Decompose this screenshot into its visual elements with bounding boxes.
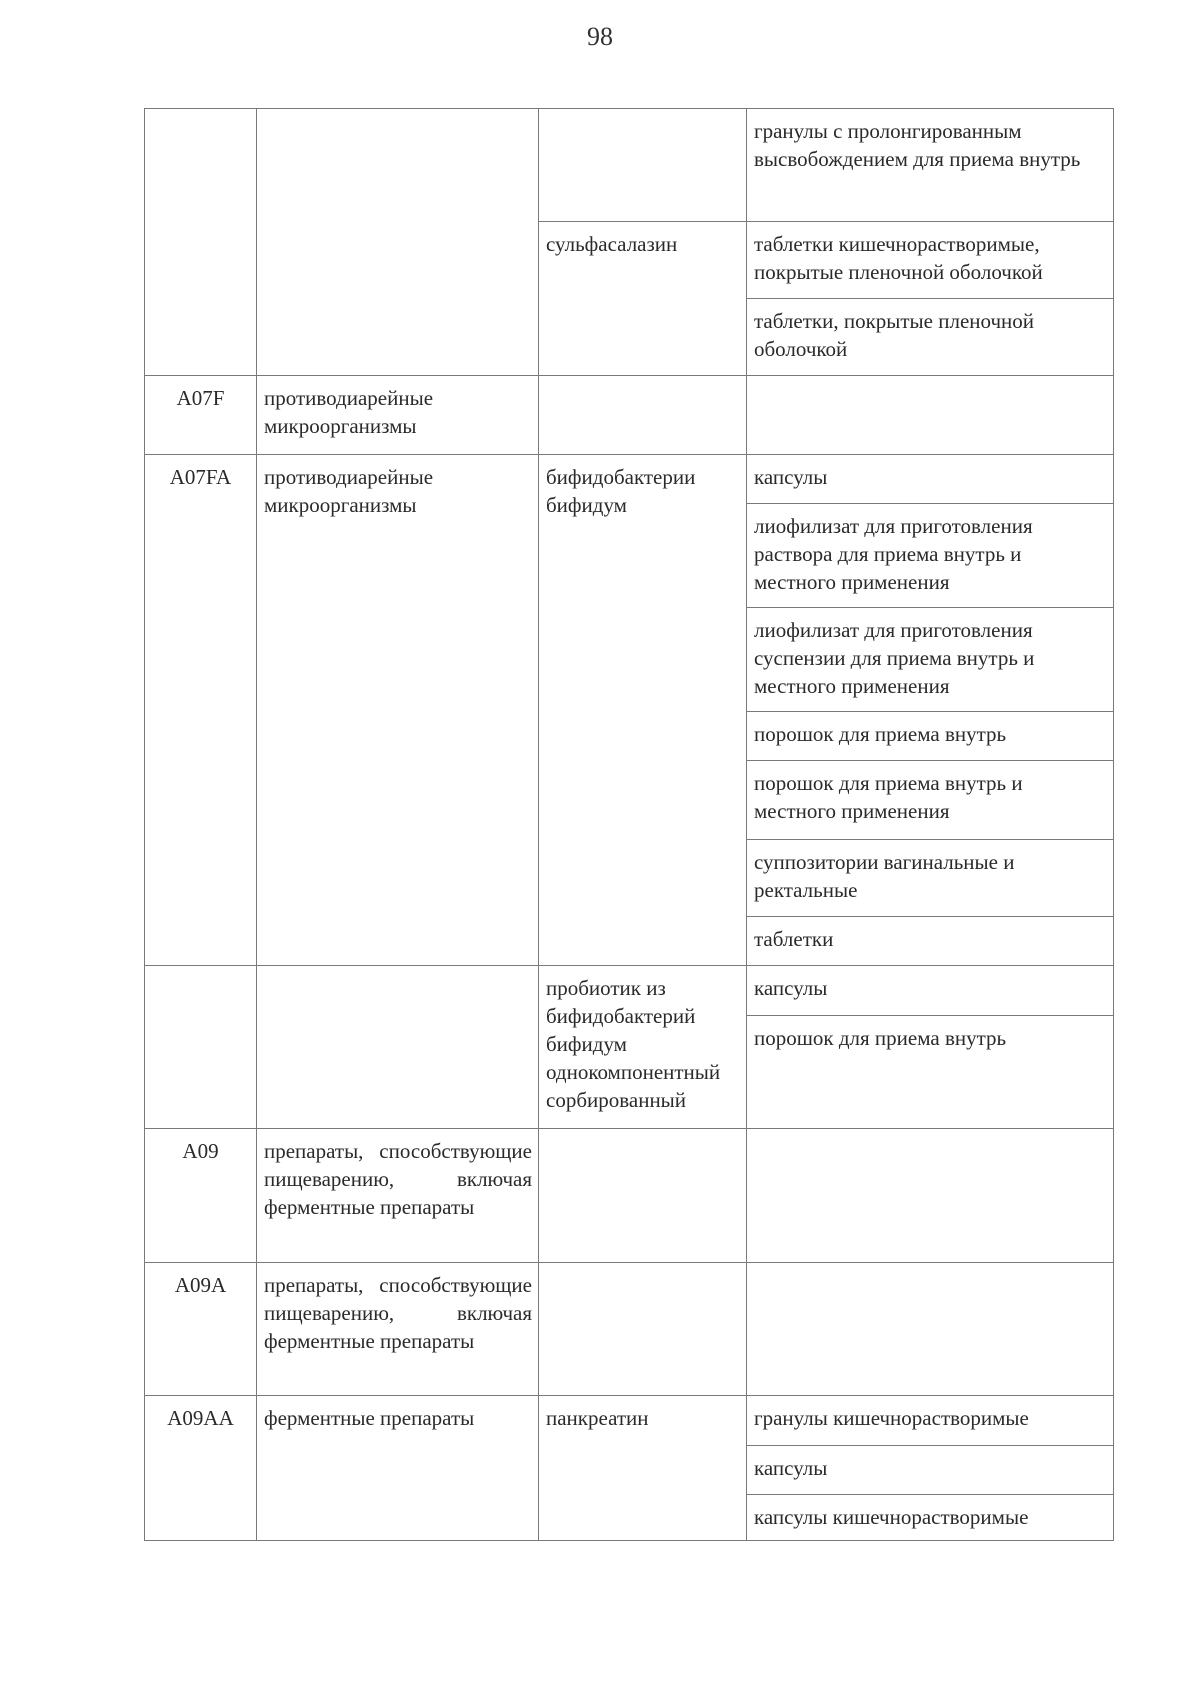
dosage-form-cell: таблетки кишечнорастворимые, покрытые пленочной оболочкой [747,222,1114,299]
dosage-form-cell: капсулы [747,966,1114,1016]
dosage-form-cell: порошок для приема внутрь [747,712,1114,761]
group-name-cell: препараты, способствующие пищеварению, включая ферментные препараты [257,1263,539,1396]
substance-cell: сульфасалазин [539,222,747,376]
atc-code-cell: A07FA [145,455,257,966]
dosage-form-cell: лиофилизат для приготовления раствора для приема внутрь и местного применения [747,504,1114,608]
substance-cell [539,1129,747,1263]
table-row [145,1129,1114,1263]
dosage-form-cell: таблетки [747,917,1114,966]
table-row [145,455,1114,504]
dosage-form-cell: лиофилизат для приготовления суспензии для приема внутрь и местного применения [747,608,1114,712]
dosage-form-cell: порошок для приема внутрь [747,1016,1114,1129]
substance-cell: бифидобактерии бифидум [539,455,747,966]
dosage-form-cell: гранулы с пролонгированным высвобождением для приема внутрь [747,109,1114,222]
page-number: 98 [587,22,613,51]
group-name-cell: препараты, способствующие пищеварению, включая ферментные препараты [257,1129,539,1263]
group-name-cell: противодиарейные микроорганизмы [257,376,539,455]
dosage-form-cell: капсулы [747,1446,1114,1495]
atc-code-cell [145,966,257,1129]
dosage-form-cell [747,376,1114,455]
substance-cell: пробиотик из бифидобактерий бифидум однокомпонентный сорбированный [539,966,747,1129]
dosage-form-cell: капсулы [747,455,1114,504]
atc-code-cell: A09A [145,1263,257,1396]
dosage-form-cell: порошок для приема внутрь и местного применения [747,761,1114,840]
table-row [145,109,1114,222]
dosage-form-cell: гранулы кишечнорастворимые [747,1396,1114,1446]
atc-code-cell: A09 [145,1129,257,1263]
group-name-cell: противодиарейные микроорганизмы [257,455,539,966]
dosage-form-cell: капсулы кишечнорастворимые [747,1495,1114,1541]
group-name-cell [257,966,539,1129]
dosage-form-cell: суппозитории вагинальные и ректальные [747,840,1114,917]
table-row [145,966,1114,1016]
dosage-form-cell [747,1129,1114,1263]
table-row [145,376,1114,455]
substance-cell [539,109,747,222]
drug-list-table-wrapper [144,108,1114,1541]
drug-list-table [144,108,1114,1541]
atc-code-cell: A07F [145,376,257,455]
substance-cell: панкреатин [539,1396,747,1541]
atc-code-cell [145,109,257,376]
table-row [145,1263,1114,1396]
substance-cell [539,1263,747,1396]
dosage-form-cell [747,1263,1114,1396]
table-row [145,1396,1114,1446]
dosage-form-cell: таблетки, покрытые пленочной оболочкой [747,299,1114,376]
atc-code-cell: A09AA [145,1396,257,1541]
group-name-cell [257,109,539,376]
substance-cell [539,376,747,455]
group-name-cell: ферментные препараты [257,1396,539,1541]
